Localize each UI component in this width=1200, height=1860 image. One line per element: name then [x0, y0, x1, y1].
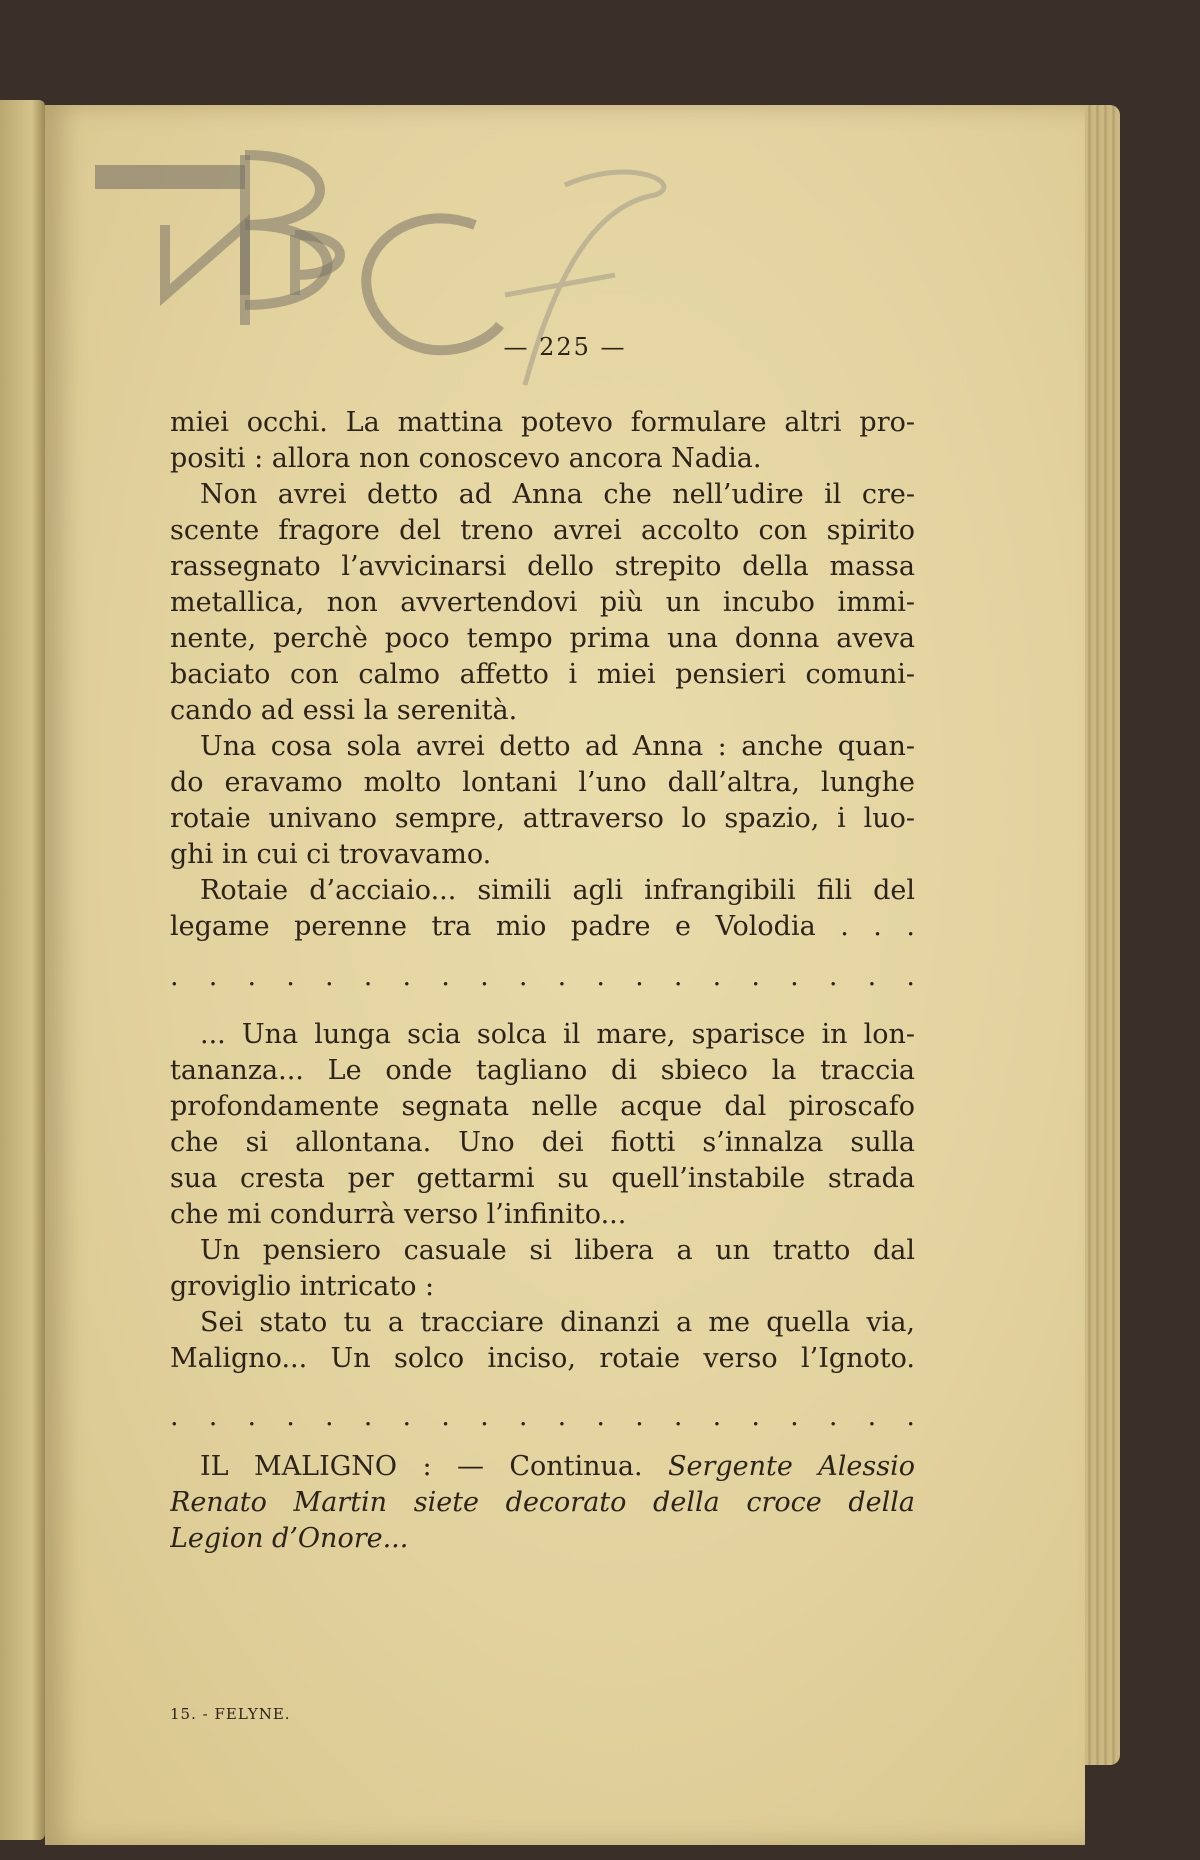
dialogue-line: Renato Martin siete decorato della croce della [170, 1487, 915, 1518]
text-line: ... Una lunga scia solca il mare, sparisce in lon- [200, 1019, 915, 1050]
book-page [45, 105, 1085, 1845]
text-line: nente, perchè poco tempo prima una donna aveva [170, 623, 915, 654]
text-line: Una cosa sola avrei detto ad Anna : anche quan- [200, 731, 915, 762]
text-line: baciato con calmo affetto i miei pensieri comuni- [170, 659, 915, 690]
text-line: Maligno... Un solco inciso, rotaie verso l’Ignoto. [170, 1343, 915, 1374]
text-line: Rotaie d’acciaio... simili agli infrangibili fili del [200, 875, 915, 906]
text-line: legame perenne tra mio padre e Volodia . . . [170, 911, 915, 942]
text-line: groviglio intricato : [170, 1271, 435, 1302]
section-separator: . . . . . . . . . . . . . . . . . . . . [170, 1401, 915, 1432]
text-line: metallica, non avvertendovi più un incubo immi- [170, 587, 915, 618]
text-line: profondamente segnata nelle acque dal piroscafo [170, 1091, 915, 1122]
dialogue-speaker: IL MALIGNO : — Continua. [200, 1451, 643, 1482]
text-line: Non avrei detto ad Anna che nell’udire il cre- [200, 479, 915, 510]
dialogue-line: Legion d’Onore... [170, 1523, 409, 1554]
text-line: che mi condurrà verso l’infinito... [170, 1199, 627, 1230]
text-line: Un pensiero casuale si libera a un tratto dal [200, 1235, 915, 1266]
text-line: cando ad essi la serenità. [170, 695, 518, 726]
text-line: che si allontana. Uno dei fiotti s’innalza sulla [170, 1127, 915, 1158]
text-line: ghi in cui ci trovavamo. [170, 839, 492, 870]
page-number: — 225 — [503, 333, 627, 361]
library-watermark-logo [95, 125, 745, 425]
text-line: do eravamo molto lontani l’uno dall’altra, lunghe [170, 767, 915, 798]
text-line: sua cresta per gettarmi su quell’instabile strada [170, 1163, 915, 1194]
section-separator: . . . . . . . . . . . . . . . . . . . . [170, 961, 915, 992]
text-line: rassegnato l’avvicinarsi dello strepito della massa [170, 551, 915, 582]
dialogue-line [170, 1449, 915, 1485]
signature-mark: 15. - FELYNE. [170, 1705, 291, 1723]
text-line: rotaie univano sempre, attraverso lo spazio, i luo- [170, 803, 915, 834]
body-text [170, 405, 915, 1557]
text-line: Sei stato tu a tracciare dinanzi a me quella via, [200, 1307, 915, 1338]
text-line: tananza... Le onde tagliano di sbieco la traccia [170, 1055, 915, 1086]
dialogue-italic: Sergente Alessio [668, 1451, 915, 1482]
text-line: miei occhi. La mattina potevo formulare altri pro- [170, 407, 915, 438]
text-line: positi : allora non conoscevo ancora Nadia. [170, 443, 762, 474]
text-line: scente fragore del treno avrei accolto con spirito [170, 515, 915, 546]
left-page-edge [0, 100, 45, 1840]
